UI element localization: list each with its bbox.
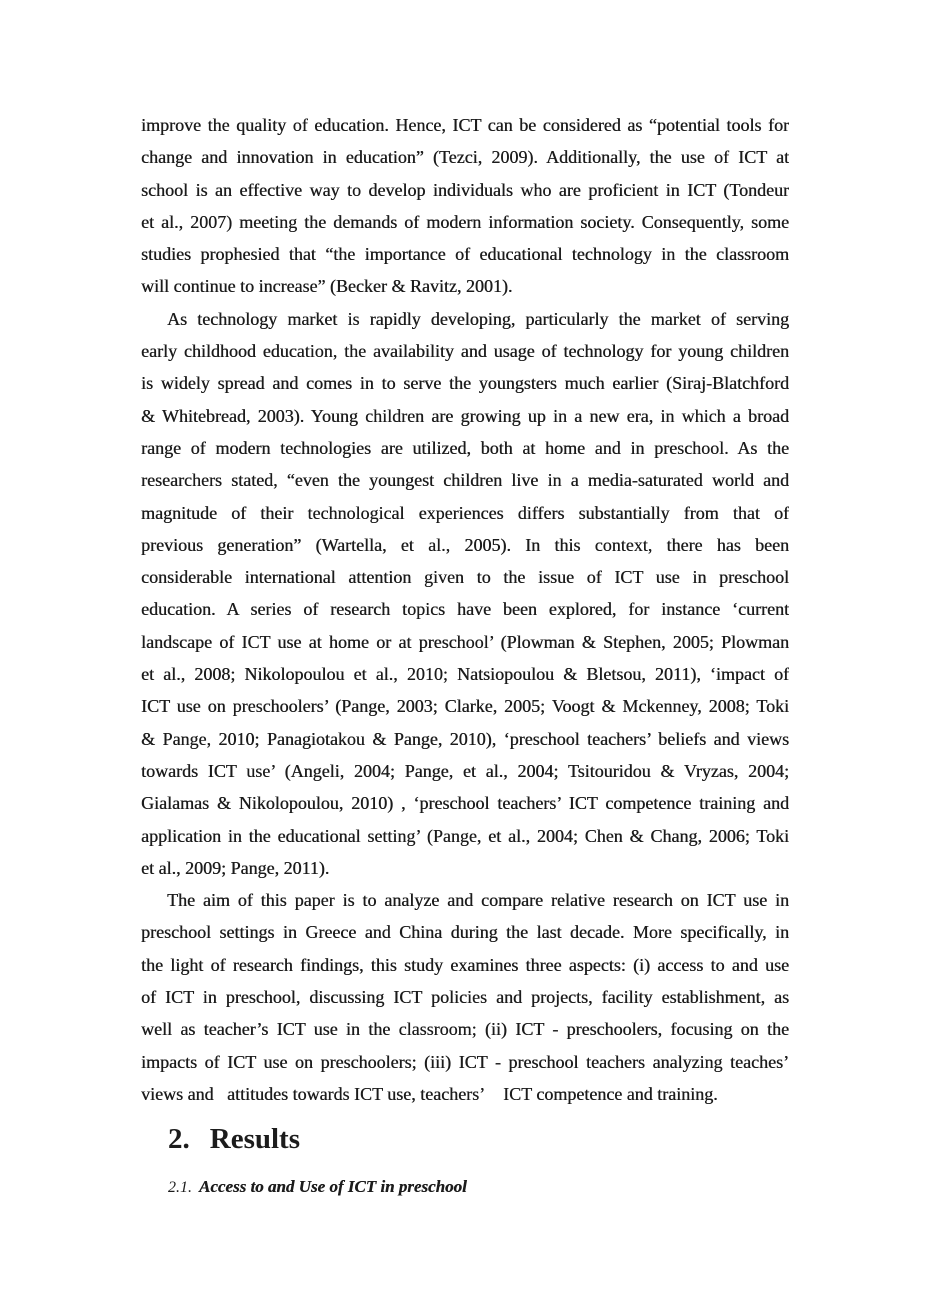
text-line: application in the educational setting’ (Pange, et al., 2004; Chen & Chang, 2006; Toki [141,825,789,846]
subsection-number: 2.1. [168,1179,192,1196]
text-line: change and innovation in education” (Tezci, 2009). Additionally, the use of ICT at [141,147,789,168]
text-line: magnitude of their technological experiences differs substantially from that of [141,502,789,523]
text-line: & Whitebread, 2003). Young children are growing up in a new era, in which a broad [141,405,789,426]
text-line: et al., 2009; Pange, 2011). [141,857,330,878]
text-line: impacts of ICT use on preschoolers; (iii) ICT - preschool teachers analyzing teaches’ [141,1051,789,1072]
text-line: education. A series of research topics have been explored, for instance ‘current [141,599,789,620]
paragraph [141,303,789,884]
section-title: Results [209,1123,300,1155]
section-heading-results [168,1125,300,1154]
text-line: et al., 2008; Nikolopoulou et al., 2010; Natsiopoulou & Bletsou, 2011), ‘impact of [141,664,789,685]
body-text [141,109,789,1110]
section-number: 2. [168,1123,190,1155]
text-line: early childhood education, the availability and usage of technology for young children [141,341,789,362]
text-line: et al., 2007) meeting the demands of modern information society. Consequently, some [141,211,789,232]
subsection-heading-access-ict [168,1175,467,1200]
text-line: previous generation” (Wartella, et al., 2005). In this context, there has been [141,534,789,555]
text-line: landscape of ICT use at home or at preschool’ (Plowman & Stephen, 2005; Plowman [141,631,789,652]
text-line: As technology market is rapidly developing, particularly the market of serving [167,308,789,329]
text-line: of ICT in preschool, discussing ICT policies and projects, facility establishment, as [141,987,789,1008]
text-line: The aim of this paper is to analyze and compare relative research on ICT use in [167,890,789,911]
text-line: Gialamas & Nikolopoulou, 2010) , ‘preschool teachers’ ICT competence training and [141,793,789,814]
text-line: views and attitudes towards ICT use, teachers’ ICT competence and training. [141,1083,718,1104]
paragraph [141,884,789,1110]
text-line: studies prophesied that “the importance of educational technology in the classroom [141,244,789,265]
text-line: preschool settings in Greece and China during the last decade. More specifically, in [141,922,789,943]
text-line: considerable international attention given to the issue of ICT use in preschool [141,567,789,588]
paragraph [141,109,789,303]
text-line: range of modern technologies are utilized, both at home and in preschool. As the [141,437,789,458]
text-line: & Pange, 2010; Panagiotakou & Pange, 2010), ‘preschool teachers’ beliefs and views [141,728,789,749]
text-line: is widely spread and comes in to serve the youngsters much earlier (Siraj-Blatchford [141,373,789,394]
text-line: towards ICT use’ (Angeli, 2004; Pange, et al., 2004; Tsitouridou & Vryzas, 2004; [141,760,789,781]
subsection-title: Access to and Use of ICT in preschool [199,1177,467,1196]
text-line: improve the quality of education. Hence, ICT can be considered as “potential tools for [141,115,789,135]
text-line: ICT use on preschoolers’ (Pange, 2003; Clarke, 2005; Voogt & Mckenney, 2008; Toki [141,696,789,717]
text-line: researchers stated, “even the youngest children live in a media-saturated world and [141,470,789,491]
text-line: school is an effective way to develop individuals who are proficient in ICT (Tondeur [141,179,789,200]
text-line: will continue to increase” (Becker & Ravitz, 2001). [141,276,513,297]
text-line: the light of research findings, this study examines three aspects: (i) access to and use [141,954,789,975]
text-line: well as teacher’s ICT use in the classroom; (ii) ICT - preschoolers, focusing on the [141,1019,789,1040]
